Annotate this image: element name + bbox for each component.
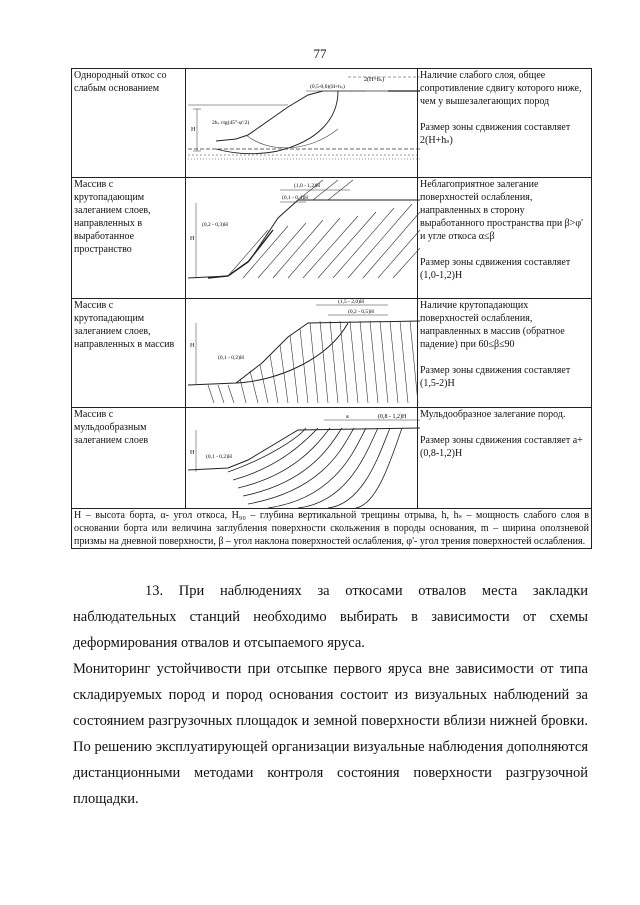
condition-text: Размер зоны сдвижения составляет (1,0-1,2)H	[420, 257, 571, 281]
page-number: 77	[313, 46, 327, 61]
condition-text: Наличие крутопадающих поверхностей ослабления, направленных в массив (обратное падение) при 60≤β≤90	[420, 300, 565, 350]
table-row	[72, 509, 592, 549]
figure-label: (0,2 - 0,5)H	[348, 309, 374, 315]
condition-text: Наличие слабого слоя, общее сопротивление сдвигу которого ниже, чем у вышезалегающих пород	[420, 70, 582, 107]
row-type-label: Массив с крутопадающим залеганием слоев, направленных в массив	[72, 299, 186, 408]
figure-label: (0,5-0,6)(H+hₛ)	[310, 84, 345, 90]
figure-label: (0,1 - 0,2)H	[206, 454, 232, 460]
figure-label: H	[190, 450, 195, 456]
figure-trough-layers	[186, 408, 418, 509]
figure-label: H	[190, 343, 195, 349]
row-conditions	[418, 299, 592, 408]
figure-label: (1,0 - 1,2)H	[294, 183, 320, 189]
table-row	[72, 69, 592, 178]
figure-label: (0,2 - 0,3)H	[202, 222, 228, 228]
condition-text: Размер зоны сдвижения составляет a+(0,8-1,2)H	[420, 435, 583, 459]
figure-label: (0,1 - 0,2)H	[218, 355, 244, 361]
table-footnote: H – высота борта, α- угол откоса, H₉₀ – глубина вертикальной трещины отрыва, h, hₛ – мощность слабого слоя в основании борта или величина заглубления поверхности скольжения в породы основания, m – ширина оползневой призмы на дневной поверхности, β – угол наклона поверхностей ослабления, φ'- угол трения поверхностей ослабления.	[72, 509, 592, 549]
row-conditions	[418, 178, 592, 299]
slope-schemes-table	[71, 68, 592, 549]
figure-label: 2(H+hₛ)	[364, 77, 384, 83]
paragraph: 13. При наблюдениях за откосами отвалов места закладки наблюдательных станций необходимо выбирать в зависимости от схемы деформирования отвалов и отсыпаемого яруса.	[73, 583, 588, 651]
figure-label: H	[191, 127, 196, 133]
figure-label: (0,1 - 0,4)H	[282, 195, 308, 201]
figure-layers-toward-pit	[186, 178, 418, 299]
row-type-label: Однородный откос со слабым основанием	[72, 69, 186, 178]
condition-text: Размер зоны сдвижения составляет 2(H+hₛ)	[420, 122, 571, 146]
table-row	[72, 299, 592, 408]
figure-label: (0,8 - 1,2)H	[378, 414, 407, 420]
figure-layers-into-massif	[186, 299, 418, 408]
figure-label: a	[346, 414, 349, 420]
condition-text: Мульдообразное залегание пород.	[420, 409, 566, 420]
paragraph: Мониторинг устойчивости при отсыпке первого яруса вне зависимости от типа складируемых пород и пород основания состоит из визуальных наблюдений за состоянием разгрузочных площадок и земной поверхности вблизи нижней бровки. По решению эксплуатирующей организации визуальные наблюдения дополняются дистанционными методами контроля состояния поверхности разгрузочной площадки.	[73, 661, 588, 807]
table-row	[72, 178, 592, 299]
row-type-label: Массив с крутопадающим залеганием слоев, направленных в выработанное пространство	[72, 178, 186, 299]
figure-label: H	[190, 236, 195, 242]
figure-weak-base-slope	[186, 69, 418, 178]
condition-text: Размер зоны сдвижения составляет (1,5-2)H	[420, 365, 571, 389]
row-type-label: Массив с мульдообразным залеганием слоев	[72, 408, 186, 509]
figure-label: (1,5 - 2,0)H	[338, 299, 364, 305]
table-row	[72, 408, 592, 509]
row-conditions	[418, 408, 592, 509]
row-conditions	[418, 69, 592, 178]
condition-text: Неблагоприятное залегание поверхностей ослабления, направленных в сторону выработанного пространства при β>φ' и угле откоса α≤β	[420, 179, 583, 242]
figure-label: 2hₛ ctg(45°-φ'/2)	[212, 120, 250, 126]
